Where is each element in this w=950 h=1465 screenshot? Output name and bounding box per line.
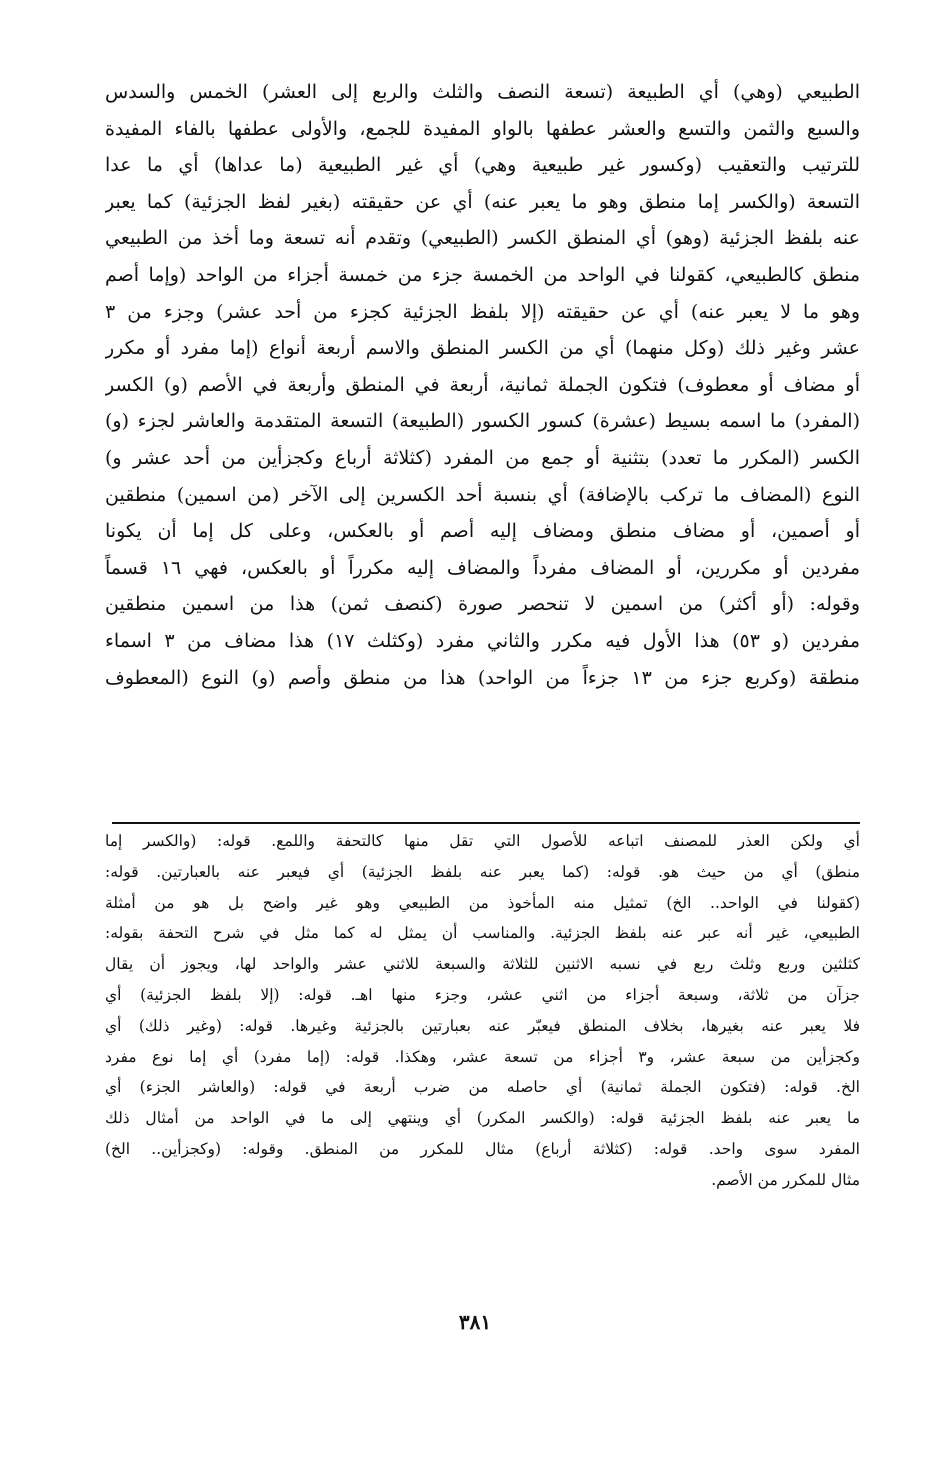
main-text-line: مفردين أو مكررين، أو المضاف مفرداً والمضاف إليه مكرراً أو بالعكس، فهي ١٦ قسماً (105, 556, 860, 579)
main-text-line: وهو ما لا يعبر عنه) أي عن حقيقته (إلا بلفظ الجزئية كجزء من أحد عشر) وجزء من ٣ (105, 300, 860, 323)
footnote-line: فلا يعبر عنه بغيرها، بخلاف المنطق فيعبّر عنه بعبارتين بالجزئية وغيرها. قوله: (وغير ذلك) أي (105, 1016, 860, 1035)
main-text-line: منطق كالطبيعي، كقولنا في الواحد من الخمسة جزء من خمسة أجزاء من الواحد (وإما أصم (105, 263, 860, 286)
footnote-line: (كقولنا في الواحد.. الخ) تمثيل منه المأخوذ من الطبيعي وهو غير واضح بل هو من أمثلة (105, 893, 860, 912)
main-text-line: عنه بلفظ الجزئية (وهو) أي المنطق الكسر (الطبيعي) وتقدم أنه تسعة وما أخذ من الطبيعي (105, 227, 860, 250)
footnote-line: أي ولكن العذر للمصنف اتباعه للأصول التي تقل منها كالتحفة واللمع. قوله: (والكسر إما (105, 832, 860, 850)
main-text-line: وقوله: (أو أكثر) من اسمين لا تنحصر صورة (كنصف ثمن) هذا من اسمين منطقين (105, 593, 860, 616)
main-text-line: التسعة (والكسر إما منطق وهو ما يعبر عنه) أي عن حقيقته (بغير لفظ الجزئية) كما يعبر (105, 190, 860, 213)
footnote-line: منطق) أي من حيث هو. قوله: (كما يعبر عنه بلفظ الجزئية) أي فيعبر عنه بالعبارتين. قوله: (105, 862, 860, 881)
main-text-line: أو مضاف أو معطوف) فتكون الجملة ثمانية، أربعة في المنطق وأربعة في الأصم (و) الكسر (105, 373, 860, 396)
footnote-line: جزآن من ثلاثة، وسبعة أجزاء من اثني عشر، وجزء منها اهـ. قوله: (إلا بلفظ الجزئية) أي (105, 985, 860, 1004)
main-text-line: مفردين (و ٥٣) هذا الأول فيه مكرر والثاني مفرد (وكثلث ١٧) هذا مضاف من ٣ اسماء (105, 629, 860, 652)
main-text-line: منطقة (وكربع جزء من ١٣ جزءاً من الواحد) هذا من منطق وأصم (و) النوع (المعطوف (105, 666, 860, 689)
main-text-line: الطبيعي (وهي) أي الطبيعة (تسعة النصف والثلث والربع إلى العشر) الخمس والسدس (105, 81, 860, 103)
main-text-body (105, 74, 860, 696)
footnote-line: الخ. قوله: (فتكون الجملة ثمانية) أي حاصله من ضرب أربعة في قوله: (والعاشر الجزء) أي (105, 1078, 860, 1097)
footnote-line: مثال للمكرر من الأصم. (711, 1170, 860, 1189)
footnote-line: كثلثين وربع وثلث ربع في نسبه الاثنين للثلاثة والسبعة للاثني عشر والواحد لها، ويجوز أن يقال (105, 955, 860, 974)
main-text-line: أو أصمين، أو مضاف منطق ومضاف إليه أصم أو بالعكس، وعلى كل إما أن يكونا (105, 520, 860, 543)
footnote-line: الطبيعي، غير أنه عبر عنه بلفظ الجزئية. والمناسب أن يمثل له كما مثل في شرح التحفة بقوله: (105, 924, 860, 943)
main-text-line: الكسر (المكرر ما تعدد) بتثنية أو جمع من المفرد (كثلاثة أرباع وكجزأين من أحد عشر و) (105, 446, 860, 469)
footnote-line: ما يعبر عنه بلفظ الجزئية قوله: (والكسر المكرر) أي وينتهي إلى ما في الواحد من أمثال ذلك (105, 1109, 860, 1128)
footnote-body (105, 822, 860, 1196)
main-text-line: النوع (المضاف ما تركب بالإضافة) أي بنسبة أحد الكسرين إلى الآخر (من اسمين) منطقين (105, 483, 860, 506)
footnote-line: وكجزأين من سبعة عشر، و٣ أجزاء من تسعة عشر، وهكذا. قوله: (إما مفرد) أي إما نوع مفرد (105, 1047, 860, 1066)
page-number: ٣٨١ (458, 1310, 492, 1334)
main-text-line: للترتيب والتعقيب (وكسور غير طبيعية وهي) أي غير الطبيعية (ما عداها) أي ما عدا (105, 154, 860, 177)
footnote-line: المفرد سوى واحد. قوله: (كثلاثة أرباع) مثال للمكرر من المنطق. وقوله: (وكجزأين.. الخ) (105, 1139, 860, 1158)
main-text-line: (المفرد) ما اسمه بسيط (عشرة) كسور الكسور (الطبيعة) التسعة المتقدمة والعاشر لجزء (و) (105, 410, 860, 433)
main-text-line: والسبع والثمن والتسع والعشر عطفها بالواو المفيدة للجمع، والأولى عطفها بالفاء المفيدة (105, 117, 860, 140)
main-text-line: عشر وغير ذلك (وكل منهما) أي من الكسر المنطق والاسم أربعة أنواع (إما مفرد أو مكرر (105, 337, 860, 360)
